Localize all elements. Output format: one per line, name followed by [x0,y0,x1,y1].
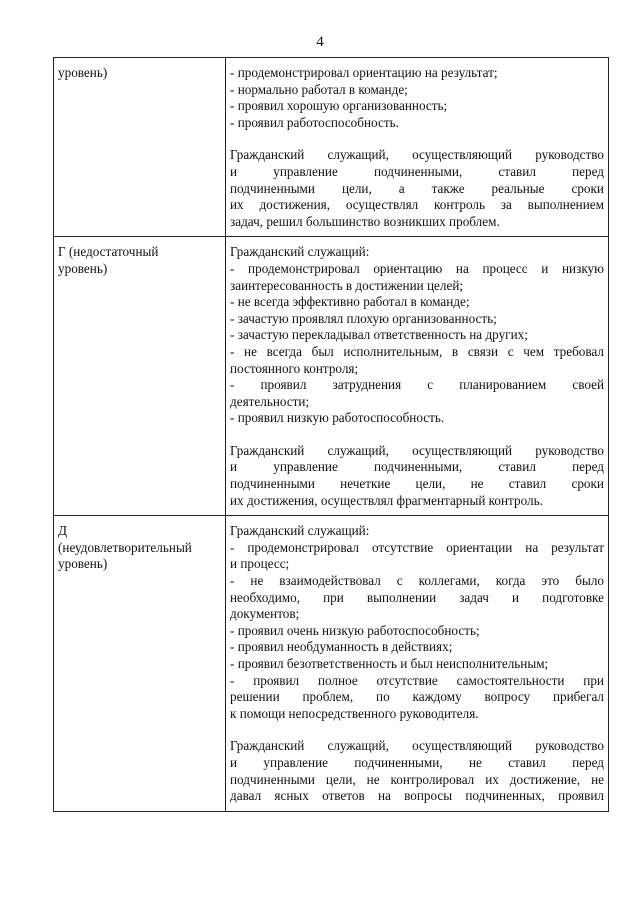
summary-line: давал ясных ответов на вопросы подчиненных, проявил [230,788,604,804]
level-text: (неудовлетворительный [58,539,192,555]
summary-line: подчиненными цели, не контролировал их достижение, не [230,771,604,787]
criteria-line: решении проблем, по каждому вопросу прибегал [230,689,604,705]
table-row [54,516,609,812]
summary-line: задач, решил большинство возникших проблем. [230,213,500,229]
criteria-line: Гражданский служащий: [230,523,370,539]
summary-line: подчиненными нечеткие цели, не ставил сроки [230,476,604,492]
criteria-line: - проявил полное отсутствие самостоятельности при [230,672,604,688]
summary-line: и управление подчиненными, ставил перед [230,459,604,475]
criteria-line: - проявил очень низкую работоспособность; [230,622,480,638]
summary-line: их достижения, осуществлял контроль за выполнением [230,197,604,213]
criteria-line: - проявил хорошую организованность; [230,98,448,114]
level-text: уровень) [58,65,108,80]
description-cell [226,237,609,516]
summary-line: их достижения, осуществлял фрагментарный контроль. [230,492,543,508]
criteria-line: - зачастую проявлял плохую организованность; [230,310,497,326]
criteria-line: постоянного контроля; [230,360,359,376]
criteria-line: - проявил затруднения с планированием своей [230,377,604,393]
evaluation-table [53,57,609,812]
criteria-line: - зачастую перекладывал ответственность на других; [230,327,528,343]
criteria-line: к помощи непосредственного руководителя. [230,705,479,721]
criteria-line: - не взаимодействовал с коллегами, когда это было [230,573,604,589]
criteria-line: - продемонстрировал отсутствие ориентации на результат [230,539,604,555]
criteria-line: - не всегда был исполнительным, в связи с чем требовал [230,343,604,359]
level-text: Г (недостаточный [58,244,159,260]
criteria-line: - проявил безответственность и был неисполнительным; [230,656,549,671]
page-number: 4 [316,34,324,50]
description-cell [226,516,609,812]
criteria-line: - продемонстрировал ориентацию на результат; [230,65,498,80]
table-row [54,58,609,237]
summary-line: и управление подчиненными, ставил перед [230,163,604,179]
criteria-line: - не всегда эффективно работал в команде; [230,294,470,310]
summary-line: Гражданский служащий, осуществляющий руководство [230,738,604,754]
criteria-line: - продемонстрировал ориентацию на процесс и низкую [230,260,604,276]
criteria-line: необходимо, при выполнении задач и подготовке [230,589,604,605]
summary-line: подчиненными цели, а также реальные сроки [230,180,604,196]
level-cell [54,58,226,237]
criteria-line: - проявил работоспособность. [230,114,399,130]
level-cell [54,237,226,516]
level-text: уровень) [58,556,108,572]
description-cell [226,58,609,237]
criteria-line: - проявил низкую работоспособность. [230,410,445,426]
criteria-line: документов; [230,606,300,622]
level-text: уровень) [58,260,108,276]
criteria-line: Гражданский служащий: [230,244,370,260]
level-cell [54,516,226,812]
table-row [54,237,609,516]
summary-line: Гражданский служащий, осуществляющий руководство [230,442,604,458]
summary-line: и управление подчиненными, не ставил перед [230,754,604,770]
criteria-line: - нормально работал в команде; [230,81,408,97]
level-text: Д [58,523,67,539]
criteria-line: - проявил необдуманность в действиях; [230,639,453,655]
criteria-line: деятельности; [230,393,310,409]
criteria-line: и процесс; [230,556,290,572]
summary-line: Гражданский служащий, осуществляющий руководство [230,147,604,163]
criteria-line: заинтересованность в достижении целей; [230,277,464,293]
